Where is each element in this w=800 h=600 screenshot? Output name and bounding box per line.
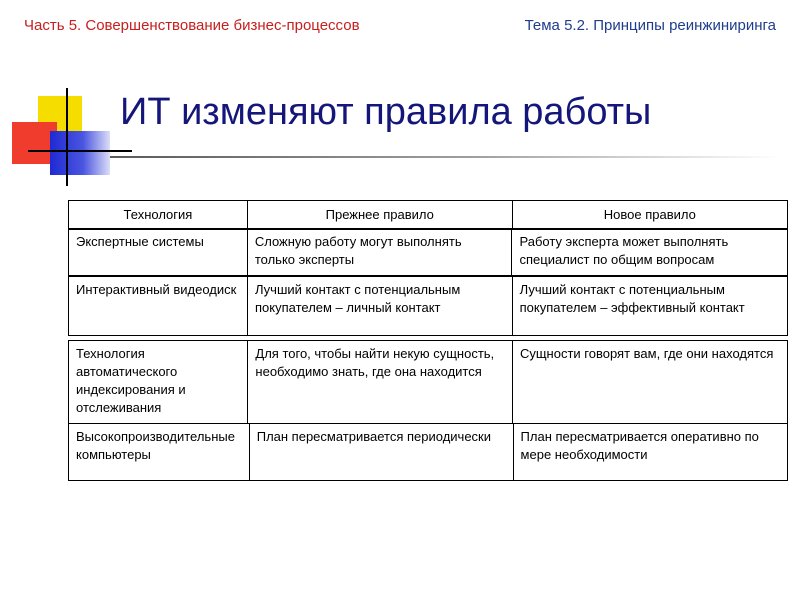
decorative-squares [0, 0, 140, 190]
header-topic: Тема 5.2. Принципы реинжиниринга [524, 17, 776, 34]
cell-technology: Технология автоматического индексирования и отслеживания [69, 341, 248, 424]
column-header-old-rule: Прежнее правило [247, 201, 512, 230]
cell-technology: Высокопроизводительные компьютеры [69, 424, 250, 481]
cell-technology: Интерактивный видеодиск [69, 277, 248, 336]
table-row [68, 340, 788, 424]
horizontal-line [28, 150, 132, 152]
table-row [68, 423, 788, 481]
header-row [69, 201, 788, 230]
blue-square [50, 131, 110, 175]
cell-old-rule: Сложную работу могут выполнять только эксперты [247, 229, 512, 276]
cell-technology: Экспертные системы [69, 229, 248, 276]
vertical-line [66, 88, 68, 186]
column-header-technology: Технология [69, 201, 248, 230]
cell-old-rule: План пересматривается периодически [249, 424, 513, 481]
header-part: Часть 5. Совершенствование бизнес-процессов [24, 17, 360, 34]
title-underline [110, 156, 780, 158]
table-row [68, 228, 788, 276]
cell-new-rule: Работу эксперта может выполнять специалист по общим вопросам [512, 229, 788, 276]
slide-title: ИТ изменяют правила работы [120, 91, 652, 133]
cell-old-rule: Для того, чтобы найти некую сущность, необходимо знать, где она находится [248, 341, 513, 424]
column-header-new-rule: Новое правило [512, 201, 787, 230]
cell-new-rule: План пересматривается оперативно по мере необходимости [513, 424, 787, 481]
cell-new-rule: Сущности говорят вам, где они находятся [512, 341, 787, 424]
cell-old-rule: Лучший контакт с потенциальным покупателем – личный контакт [248, 277, 513, 336]
cell-new-rule: Лучший контакт с потенциальным покупателем – эффективный контакт [512, 277, 787, 336]
table-header [68, 200, 788, 230]
table-row [68, 276, 788, 336]
